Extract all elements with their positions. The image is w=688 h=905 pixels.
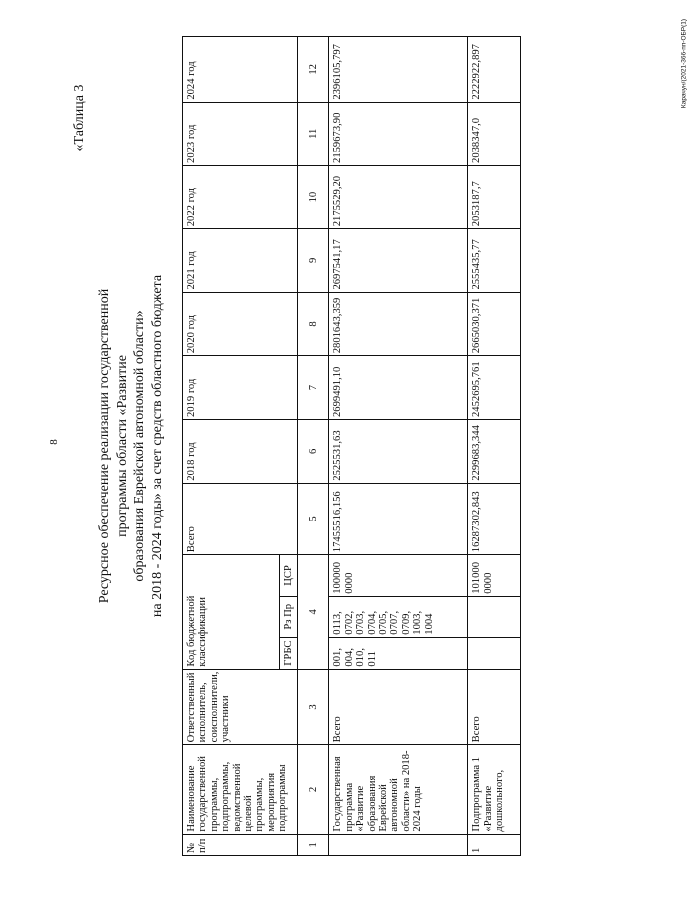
column-number: 9 xyxy=(298,229,329,292)
row-executor: Всего xyxy=(468,669,521,745)
row-grbs: 001, 004, 010, 011 xyxy=(329,637,468,669)
column-number: 2 xyxy=(298,745,329,834)
row-rzpr xyxy=(468,596,521,637)
row-num xyxy=(329,834,468,855)
column-number: 5 xyxy=(298,483,329,555)
table-row xyxy=(468,37,521,856)
column-number: 3 xyxy=(298,669,329,745)
header-year: 2018 год xyxy=(183,419,298,483)
header-year: 2019 год xyxy=(183,356,298,420)
header-year: 2021 год xyxy=(183,229,298,292)
row-year-value: 2396105,797 xyxy=(329,37,468,103)
title-line: образования Еврейской автономной области» xyxy=(132,310,147,582)
column-number: 8 xyxy=(298,292,329,356)
row-year-value: 2038347,0 xyxy=(468,102,521,165)
row-num: 1 xyxy=(468,834,521,855)
header-year: 2023 год xyxy=(183,102,298,165)
row-year-value: 2699491,10 xyxy=(329,356,468,420)
header-row xyxy=(183,37,280,856)
row-year-value: 2452695,761 xyxy=(468,356,521,420)
column-number: 10 xyxy=(298,165,329,228)
row-year-value: 2299683,344 xyxy=(468,419,521,483)
row-name: Подпрограмма 1 «Развитие дошкольного, xyxy=(468,745,521,834)
row-year-value: 2222922,897 xyxy=(468,37,521,103)
header-kbk: Код бюджетной классификации xyxy=(183,555,280,669)
header-executor: Ответственный исполнитель, соисполнители, участники xyxy=(183,669,298,745)
column-number: 12 xyxy=(298,37,329,103)
header-rzpr: Рз Пр xyxy=(280,596,298,637)
row-csr: 101000 0000 xyxy=(468,555,521,597)
row-total: 17455516,156 xyxy=(329,483,468,555)
column-number: 6 xyxy=(298,419,329,483)
title-line: программы области «Развитие xyxy=(114,355,130,537)
row-grbs xyxy=(468,637,521,669)
row-year-value: 2665030,371 xyxy=(468,292,521,356)
table-row xyxy=(329,37,468,856)
header-grbs: ГРБС xyxy=(280,637,298,669)
row-year-value: 2159673,90 xyxy=(329,102,468,165)
document-title xyxy=(90,36,182,856)
row-year-value: 2175529,20 xyxy=(329,165,468,228)
row-year-value: 2555435,77 xyxy=(468,229,521,292)
column-number: 11 xyxy=(298,102,329,165)
row-csr: 100000 0000 xyxy=(329,555,468,597)
row-year-value: 2053187,7 xyxy=(468,165,521,228)
header-total: Всего xyxy=(183,483,298,555)
row-total: 16287302,843 xyxy=(468,483,521,555)
row-name: Государственная программа «Развитие образования Еврейской автономной области» на 2018-2024 годы xyxy=(329,745,468,834)
header-year: 2020 год xyxy=(183,292,298,356)
column-number: 7 xyxy=(298,356,329,420)
title-line: на 2018 - 2024 годы» за счет средств областного бюджета xyxy=(149,274,165,618)
row-rzpr: 0113, 0702, 0703, 0704, 0705, 0707, 0709, 1003, 1004 xyxy=(329,596,468,637)
table-label: «Таблица 3 xyxy=(72,84,87,152)
header-year: 2024 год xyxy=(183,37,298,103)
row-executor: Всего xyxy=(329,669,468,745)
resource-table xyxy=(182,36,521,856)
page-number: 8 xyxy=(48,439,60,445)
column-number: 1 xyxy=(298,834,329,855)
header-name: Наименование государственной программы, подпрограммы, ведомственной целевой программы, мероприятия подпрограммы xyxy=(183,745,298,834)
header-num: № п/п xyxy=(183,834,298,855)
row-year-value: 2801643,359 xyxy=(329,292,468,356)
column-number-row xyxy=(298,37,329,856)
document-code: Карачун/(2021-366-пп-ОБР(1) xyxy=(680,18,688,109)
row-year-value: 2525531,63 xyxy=(329,419,468,483)
landscape-page xyxy=(90,36,506,856)
header-year: 2022 год xyxy=(183,165,298,228)
header-csr: ЦСР xyxy=(280,555,298,597)
column-number: 4 xyxy=(298,555,329,669)
row-year-value: 2697541,17 xyxy=(329,229,468,292)
title-line: Ресурсное обеспечение реализации государственной xyxy=(97,288,112,604)
